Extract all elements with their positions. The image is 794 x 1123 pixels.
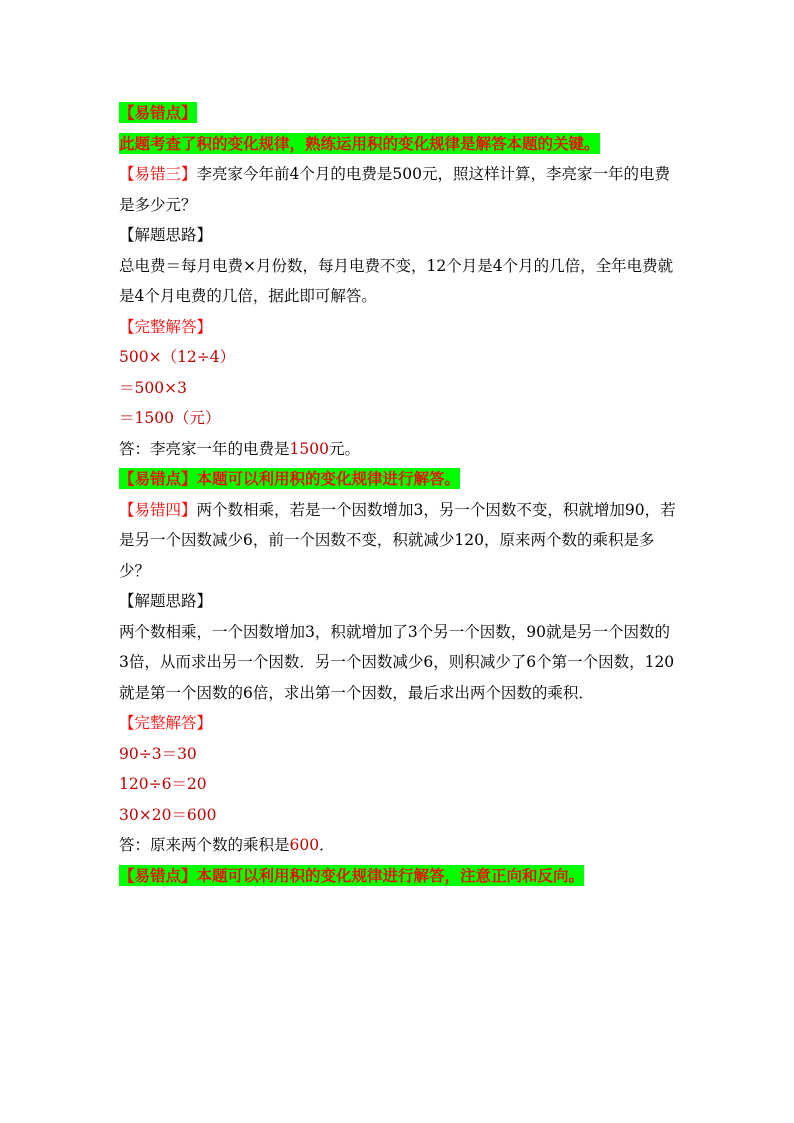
answer-3-value: 1500 [289, 439, 329, 458]
solution-approach-tag: 【解题思路】 [119, 592, 213, 610]
answer-3-suffix: 元。 [328, 439, 360, 458]
answer-4-value: 600 [289, 836, 320, 854]
highlighted-note: 【易错点】本题可以利用积的变化规律进行解答。 [119, 469, 461, 488]
calc-step-3-1: 500×（12÷4） [119, 348, 236, 366]
question-3-tag: 【易错三】 [119, 165, 197, 183]
calc-step-3-3: ＝1500（元） [119, 409, 221, 427]
highlighted-note: 【易错点】本题可以利用积的变化规律进行解答，注意正向和反向。 [119, 865, 585, 885]
solution-approach-text-4: 两个数相乘，一个因数增加3，积就增加了3个另一个因数，90就是另一个因数的3倍，从而求出另一个因数．另一个因数减少6，则积减少了6个第一个因数，120就是第一个因数的6倍，求出第一个因数，最后求出两个因数的乘积． [119, 622, 675, 702]
document-page [119, 98, 679, 891]
solution-approach-text-3: 总电费＝每月电费×月份数，每月电费不变，12个月是4个月的几倍，全年电费就是4个月电费的几倍，据此即可解答。 [119, 256, 674, 305]
answer-4-prefix: 答：原来两个数的乘积是 [119, 836, 290, 854]
calc-step-4-2: 120÷6＝20 [119, 775, 207, 793]
answer-4-suffix: ． [319, 836, 335, 854]
question-4-text: 两个数相乘，若是一个因数增加3，另一个因数不变，积就增加90，若是另一个因数减少6，前一个因数不变，积就减少120，原来两个数的乘积是多少？ [119, 500, 676, 580]
mistake-point-4 [119, 861, 679, 892]
question-3 [119, 159, 679, 220]
answer-3 [119, 434, 679, 465]
calc-step-3-2: ＝500×3 [119, 378, 187, 397]
full-answer-heading-3 [119, 312, 679, 343]
full-answer-heading-4 [119, 708, 679, 739]
question-4 [119, 495, 679, 587]
highlighted-note: 此题考查了积的变化规律，熟练运用积的变化规律是解答本题的关键。 [119, 133, 600, 153]
question-3-text: 李亮家今年前4个月的电费是500元，照这样计算，李亮家一年的电费是多少元？ [119, 165, 670, 214]
calc-step-4-3: 30×20＝600 [119, 805, 217, 824]
question-4-tag: 【易错四】 [119, 500, 197, 519]
mistake-point-tag: 【易错点】 [119, 103, 197, 122]
mistake-point-text-1 [119, 129, 679, 160]
calc-step-4-1: 90÷3＝30 [119, 744, 197, 763]
mistake-point-heading-1 [119, 98, 679, 129]
solution-approach-tag: 【解题思路】 [119, 226, 213, 244]
mistake-point-3 [119, 464, 679, 495]
solution-approach-heading-3 [119, 220, 679, 251]
full-answer-tag: 【完整解答】 [119, 317, 213, 336]
answer-3-prefix: 答：李亮家一年的电费是 [119, 439, 290, 458]
answer-4 [119, 830, 679, 861]
solution-approach-heading-4 [119, 586, 679, 617]
full-answer-tag: 【完整解答】 [119, 714, 213, 732]
